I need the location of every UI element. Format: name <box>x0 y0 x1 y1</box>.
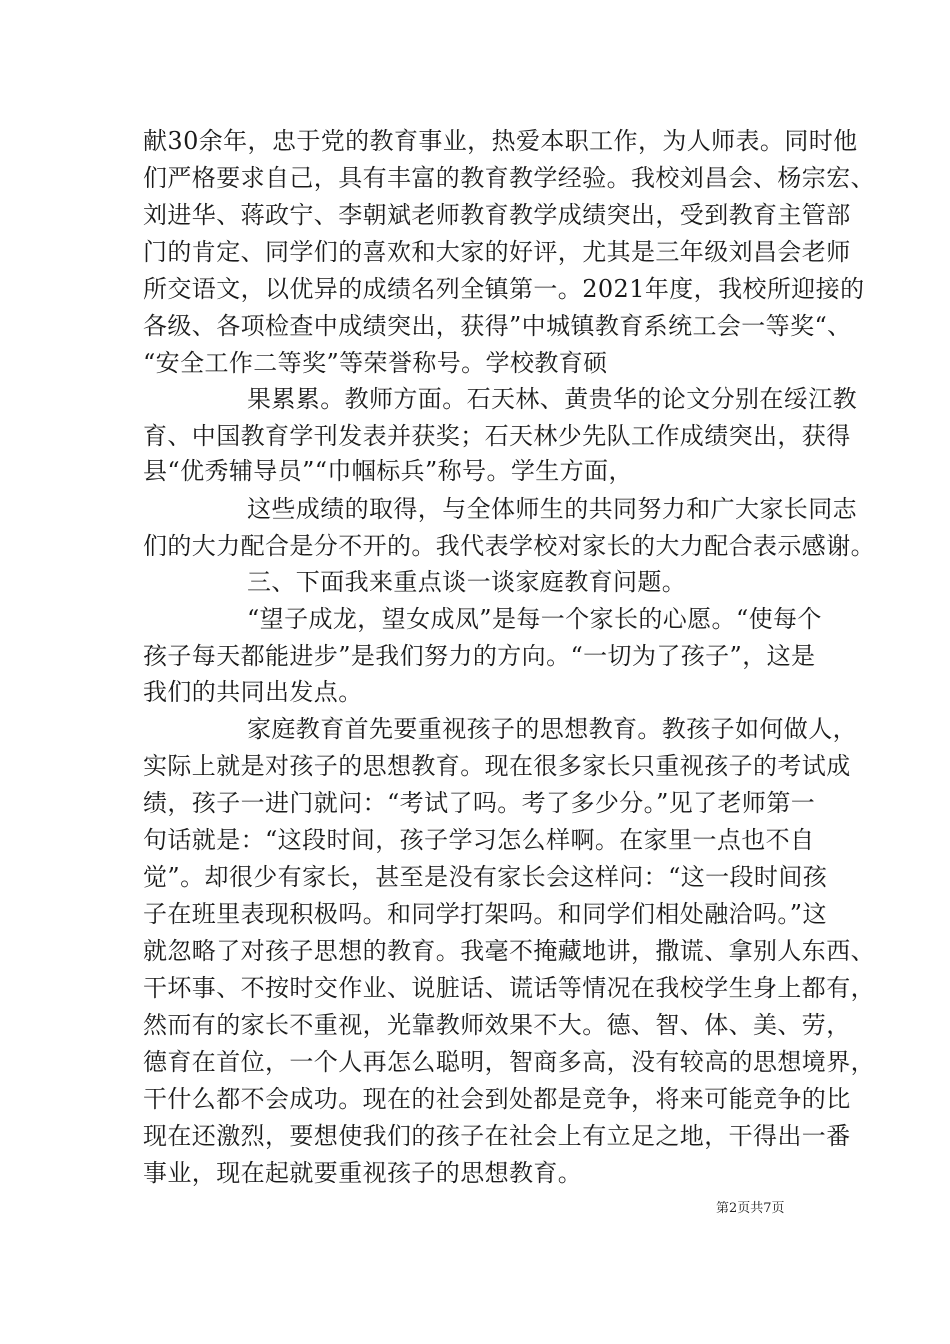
page-number: 第2页共7页 <box>716 1201 785 1216</box>
text-line: 献30余年，忠于党的教育事业，热爱本职工作，为人师表。同时他 <box>143 127 858 155</box>
text-line: 现在还激烈，要想使我们的孩子在社会上有立足之地，干得出一番 <box>143 1122 851 1150</box>
text-line: 家庭教育首先要重视孩子的思想教育。教孩子如何做人， <box>247 715 857 743</box>
text-line: 干坏事、不按时交作业、说脏话、谎话等情况在我校学生身上都有， <box>143 974 875 1002</box>
text-line: 刘进华、蒋政宁、李朝斌老师教育教学成绩突出，受到教育主管部 <box>143 201 851 229</box>
text-line: “望子成龙，望女成凤”是每一个家长的心愿。“使每个 <box>247 605 822 633</box>
text-line: 然而有的家长不重视，光靠教师效果不大。德、智、体、美、劳， <box>143 1011 851 1039</box>
text-line: 所交语文，以优异的成绩名列全镇第一。2021年度，我校所迎接的 <box>143 275 865 303</box>
text-line: 育、中国教育学刊发表并获奖；石天林少先队工作成绩突出，获得 <box>143 422 851 450</box>
text-line: 们的大力配合是分不开的。我代表学校对家长的大力配合表示感谢。 <box>143 532 875 560</box>
text-line: 孩子每天都能进步”是我们努力的方向。“一切为了孩子”，这是 <box>143 642 816 670</box>
text-line: “安全工作二等奖”等荣誉称号。学校教育硕 <box>143 349 608 377</box>
text-line: 德育在首位，一个人再怎么聪明，智商多高，没有较高的思想境界， <box>143 1048 875 1076</box>
text-line: 就忽略了对孩子思想的教育。我毫不掩藏地讲，撒谎、拿别人东西、 <box>143 937 875 965</box>
text-line: 实际上就是对孩子的思想教育。现在很多家长只重视孩子的考试成 <box>143 752 851 780</box>
text-line: 这些成绩的取得，与全体师生的共同努力和广大家长同志 <box>247 495 857 523</box>
text-line: 门的肯定、同学们的喜欢和大家的好评，尤其是三年级刘昌会老师 <box>143 238 851 266</box>
text-line: 三、下面我来重点谈一谈家庭教育问题。 <box>247 568 687 596</box>
text-line: 果累累。教师方面。石天林、黄贵华的论文分别在绥江教 <box>247 385 857 413</box>
text-line: 们严格要求自己，具有丰富的教育教学经验。我校刘昌会、杨宗宏、 <box>143 164 875 192</box>
text-line: 句话就是：“这段时间，孩子学习怎么样啊。在家里一点也不自 <box>143 826 815 854</box>
text-line: 干什么都不会成功。现在的社会到处都是竞争，将来可能竞争的比 <box>143 1085 851 1113</box>
text-line: 觉”。却很少有家长，甚至是没有家长会这样问：“这一段时间孩 <box>143 863 828 891</box>
text-line: 县“优秀辅导员”“巾帼标兵”称号。学生方面， <box>143 457 633 485</box>
text-line: 子在班里表现积极吗。和同学打架吗。和同学们相处融洽吗。”这 <box>143 900 827 928</box>
text-line: 我们的共同出发点。 <box>143 678 363 706</box>
text-line: 事业，现在起就要重视孩子的思想教育。 <box>143 1159 583 1187</box>
text-line: 各级、各项检查中成绩突出，获得”中城镇教育系统工会一等奖“、 <box>143 312 852 340</box>
text-line: 绩，孩子一进门就问：“考试了吗。考了多少分。”见了老师第一 <box>143 789 816 817</box>
